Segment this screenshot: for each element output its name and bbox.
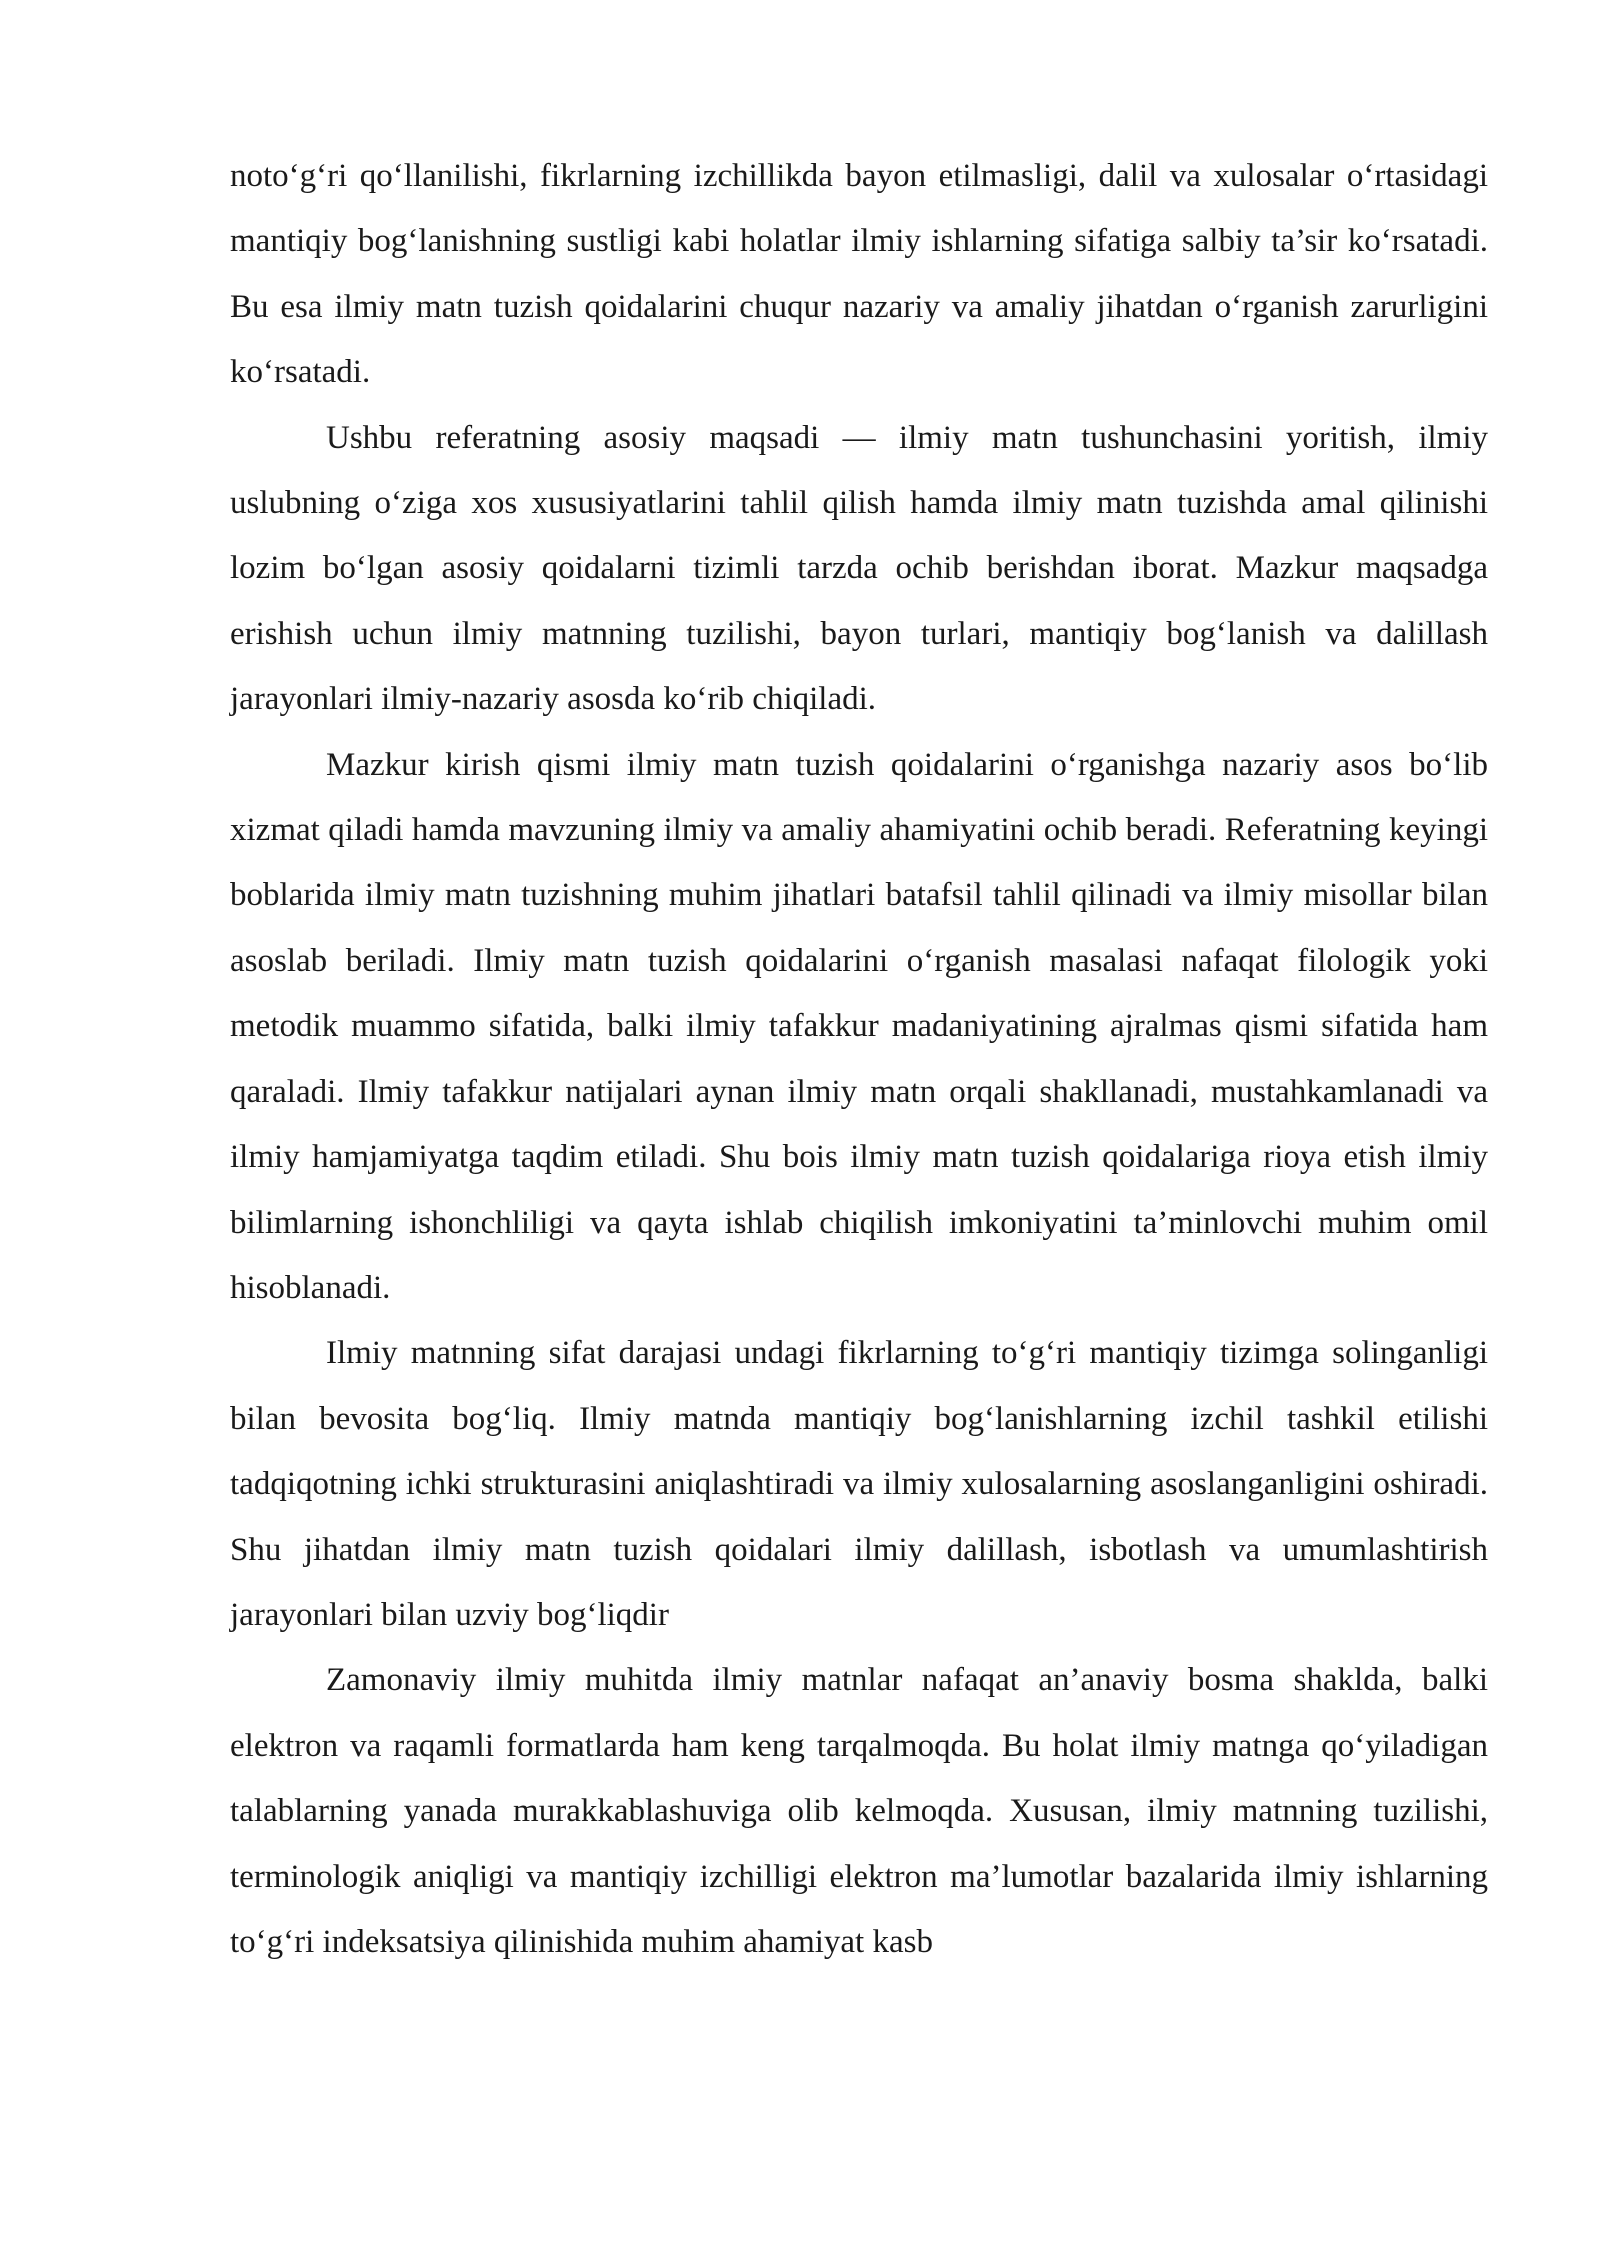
paragraph-modern-environment: Zamonaviy ilmiy muhitda ilmiy matnlar nafaqat an’anaviy bosma shaklda, balki elektron va raqamli formatlarda ham keng tarqalmoqda. Bu holat ilmiy matnga qo‘yiladigan talablarning yanada murakkablashuviga olib kelmoqda. Xususan, ilmiy matnning tuzilishi, terminologik aniqligi va mantiqiy izchilligi elektron ma’lumotlar bazalarida ilmiy ishlarning to‘g‘ri indeksatsiya qilinishida muhim ahamiyat kasb [230, 1662, 1488, 1960]
paragraph-intro-basis: Mazkur kirish qismi ilmiy matn tuzish qoidalarini o‘rganishga nazariy asos bo‘lib xizmat qiladi hamda mavzuning ilmiy va amaliy ahamiyatini ochib beradi. Referatning keyingi boblarida ilmiy matn tuzishning muhim jihatlari batafsil tahlil qilinadi va ilmiy misollar bilan asoslab beriladi. Ilmiy matn tuzish qoidalarini o‘rganish masalasi nafaqat filologik yoki metodik muammo sifatida, balki ilmiy tafakkur madaniyatining ajralmas qismi sifatida ham qaraladi. Ilmiy tafakkur natijalari aynan ilmiy matn orqali shakllanadi, mustahkamlanadi va ilmiy hamjamiyatga taqdim etiladi. Shu bois ilmiy matn tuzish qoidalariga rioya etish ilmiy bilimlarning ishonchliligi va qayta ishlab chiqilish imkoniyatini ta’minlovchi muhim omil hisoblanadi. [230, 746, 1488, 1306]
paragraph-goal: Ushbu referatning asosiy maqsadi — ilmiy matn tushunchasini yoritish, ilmiy uslubning o‘ziga xos xususiyatlarini tahlil qilish hamda ilmiy matn tuzishda amal qilinishi lozim bo‘lgan asosiy qoidalarni tizimli tarzda ochib berishdan iborat. Mazkur maqsadga erishish uchun ilmiy matnning tuzilishi, bayon turlari, mantiqiy bog‘lanish va dalillash jarayonlari ilmiy-nazariy asosda ko‘rib chiqiladi. [230, 419, 1488, 718]
paragraph-logic-quality: Ilmiy matnning sifat darajasi undagi fikrlarning to‘g‘ri mantiqiy tizimga solinganligi bilan bevosita bog‘liq. Ilmiy matnda mantiqiy bog‘lanishlarning izchil tashkil etilishi tadqiqotning ichki strukturasini aniqlashtiradi va ilmiy xulosalarning asoslanganligini oshiradi. Shu jihatdan ilmiy matn tuzish qoidalari ilmiy dalillash, isbotlash va umumlashtirish jarayonlari bilan uzviy bog‘liqdir [230, 1335, 1488, 1633]
paragraph-continuation: noto‘g‘ri qo‘llanilishi, fikrlarning izchillikda bayon etilmasligi, dalil va xulosalar o‘rtasidagi mantiqiy bog‘lanishning sustligi kabi holatlar ilmiy ishlarning sifatiga salbiy ta’sir ko‘rsatadi. Bu esa ilmiy matn tuzish qoidalarini chuqur nazariy va amaliy jihatdan o‘rganish zarurligini ko‘rsatadi. [230, 158, 1488, 391]
document-body [230, 144, 1488, 1975]
